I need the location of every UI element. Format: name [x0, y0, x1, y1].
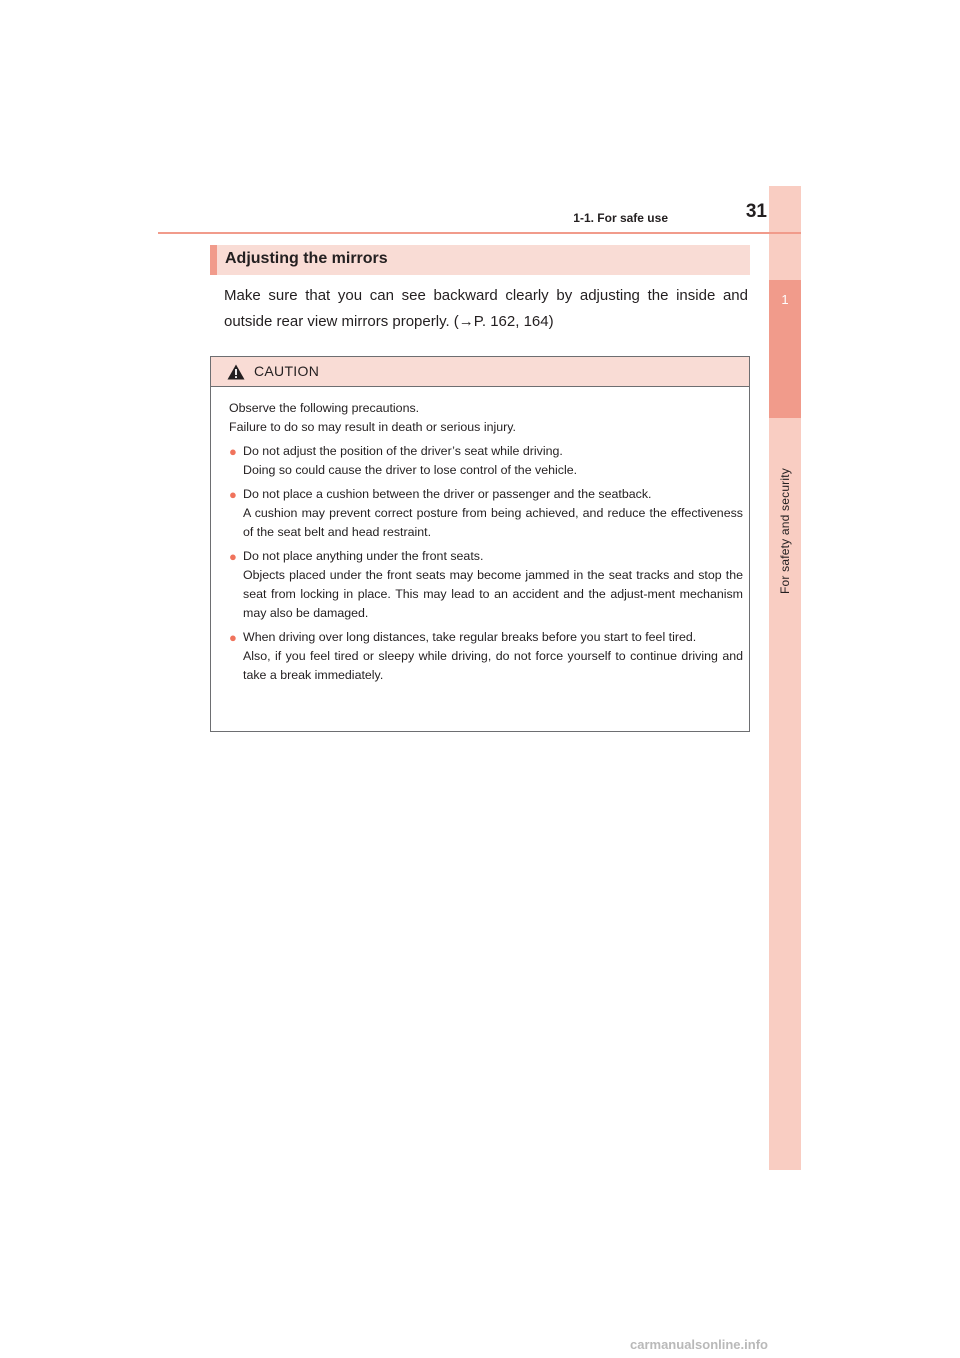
- watermark: carmanualsonline.info: [630, 1337, 768, 1352]
- bullet-icon: ●: [229, 487, 237, 502]
- caution-body: [229, 399, 743, 685]
- bullet-icon: ●: [229, 549, 237, 564]
- intro-text: Make sure that you can see backward clearly by adjusting the inside and outside rear view mirrors properly. (: [224, 287, 748, 330]
- chapter-number-tab[interactable]: [769, 280, 801, 418]
- chapter-number: 1: [781, 292, 789, 307]
- caution-box: [210, 356, 750, 732]
- caution-item-desc: Objects placed under the front seats may become jammed in the seat tracks and stop the seat from locking in place. This may lead to an accident and the adjust-ment mechanism may also be damaged.: [243, 568, 743, 620]
- caution-item-title: Do not place a cushion between the driver or passenger and the seatback.: [243, 487, 652, 501]
- caution-item: [229, 628, 743, 685]
- bullet-icon: ●: [229, 630, 237, 645]
- header-section-title: 1-1. For safe use: [573, 211, 668, 225]
- bullet-icon: ●: [229, 444, 237, 459]
- caution-item-title: When driving over long distances, take regular breaks before you start to feel tired.: [243, 630, 697, 644]
- caution-title: CAUTION: [254, 363, 320, 379]
- section-heading-text: Adjusting the mirrors: [225, 250, 388, 267]
- intro-paragraph: [224, 283, 748, 335]
- caution-item-desc: Also, if you feel tired or sleepy while driving, do not force yourself to continue driving and take a break immediately.: [243, 649, 743, 682]
- chapter-title-tab: [769, 424, 801, 594]
- page-reference-link[interactable]: P. 162, 164): [473, 313, 554, 330]
- page-number: 31: [745, 201, 767, 222]
- caution-lead-line: Failure to do so may result in death or serious injury.: [229, 420, 516, 434]
- caution-item-title: Do not place anything under the front seats.: [243, 549, 484, 563]
- chapter-title: For safety and security: [778, 468, 792, 594]
- caution-header: [211, 357, 749, 387]
- section-heading: [210, 245, 750, 275]
- caution-lead-line: Observe the following precautions.: [229, 401, 420, 415]
- arrow-icon: →: [458, 313, 474, 330]
- caution-item: [229, 442, 743, 480]
- caution-item-title: Do not adjust the position of the driver’s seat while driving.: [243, 444, 563, 458]
- warning-triangle-icon: [227, 364, 245, 380]
- header-rule: [158, 232, 801, 234]
- caution-item: [229, 547, 743, 623]
- caution-item: [229, 485, 743, 542]
- caution-item-desc: A cushion may prevent correct posture from being achieved, and reduce the effectiveness of the seat belt and head restraint.: [243, 506, 743, 539]
- caution-item-desc: Doing so could cause the driver to lose control of the vehicle.: [243, 463, 578, 477]
